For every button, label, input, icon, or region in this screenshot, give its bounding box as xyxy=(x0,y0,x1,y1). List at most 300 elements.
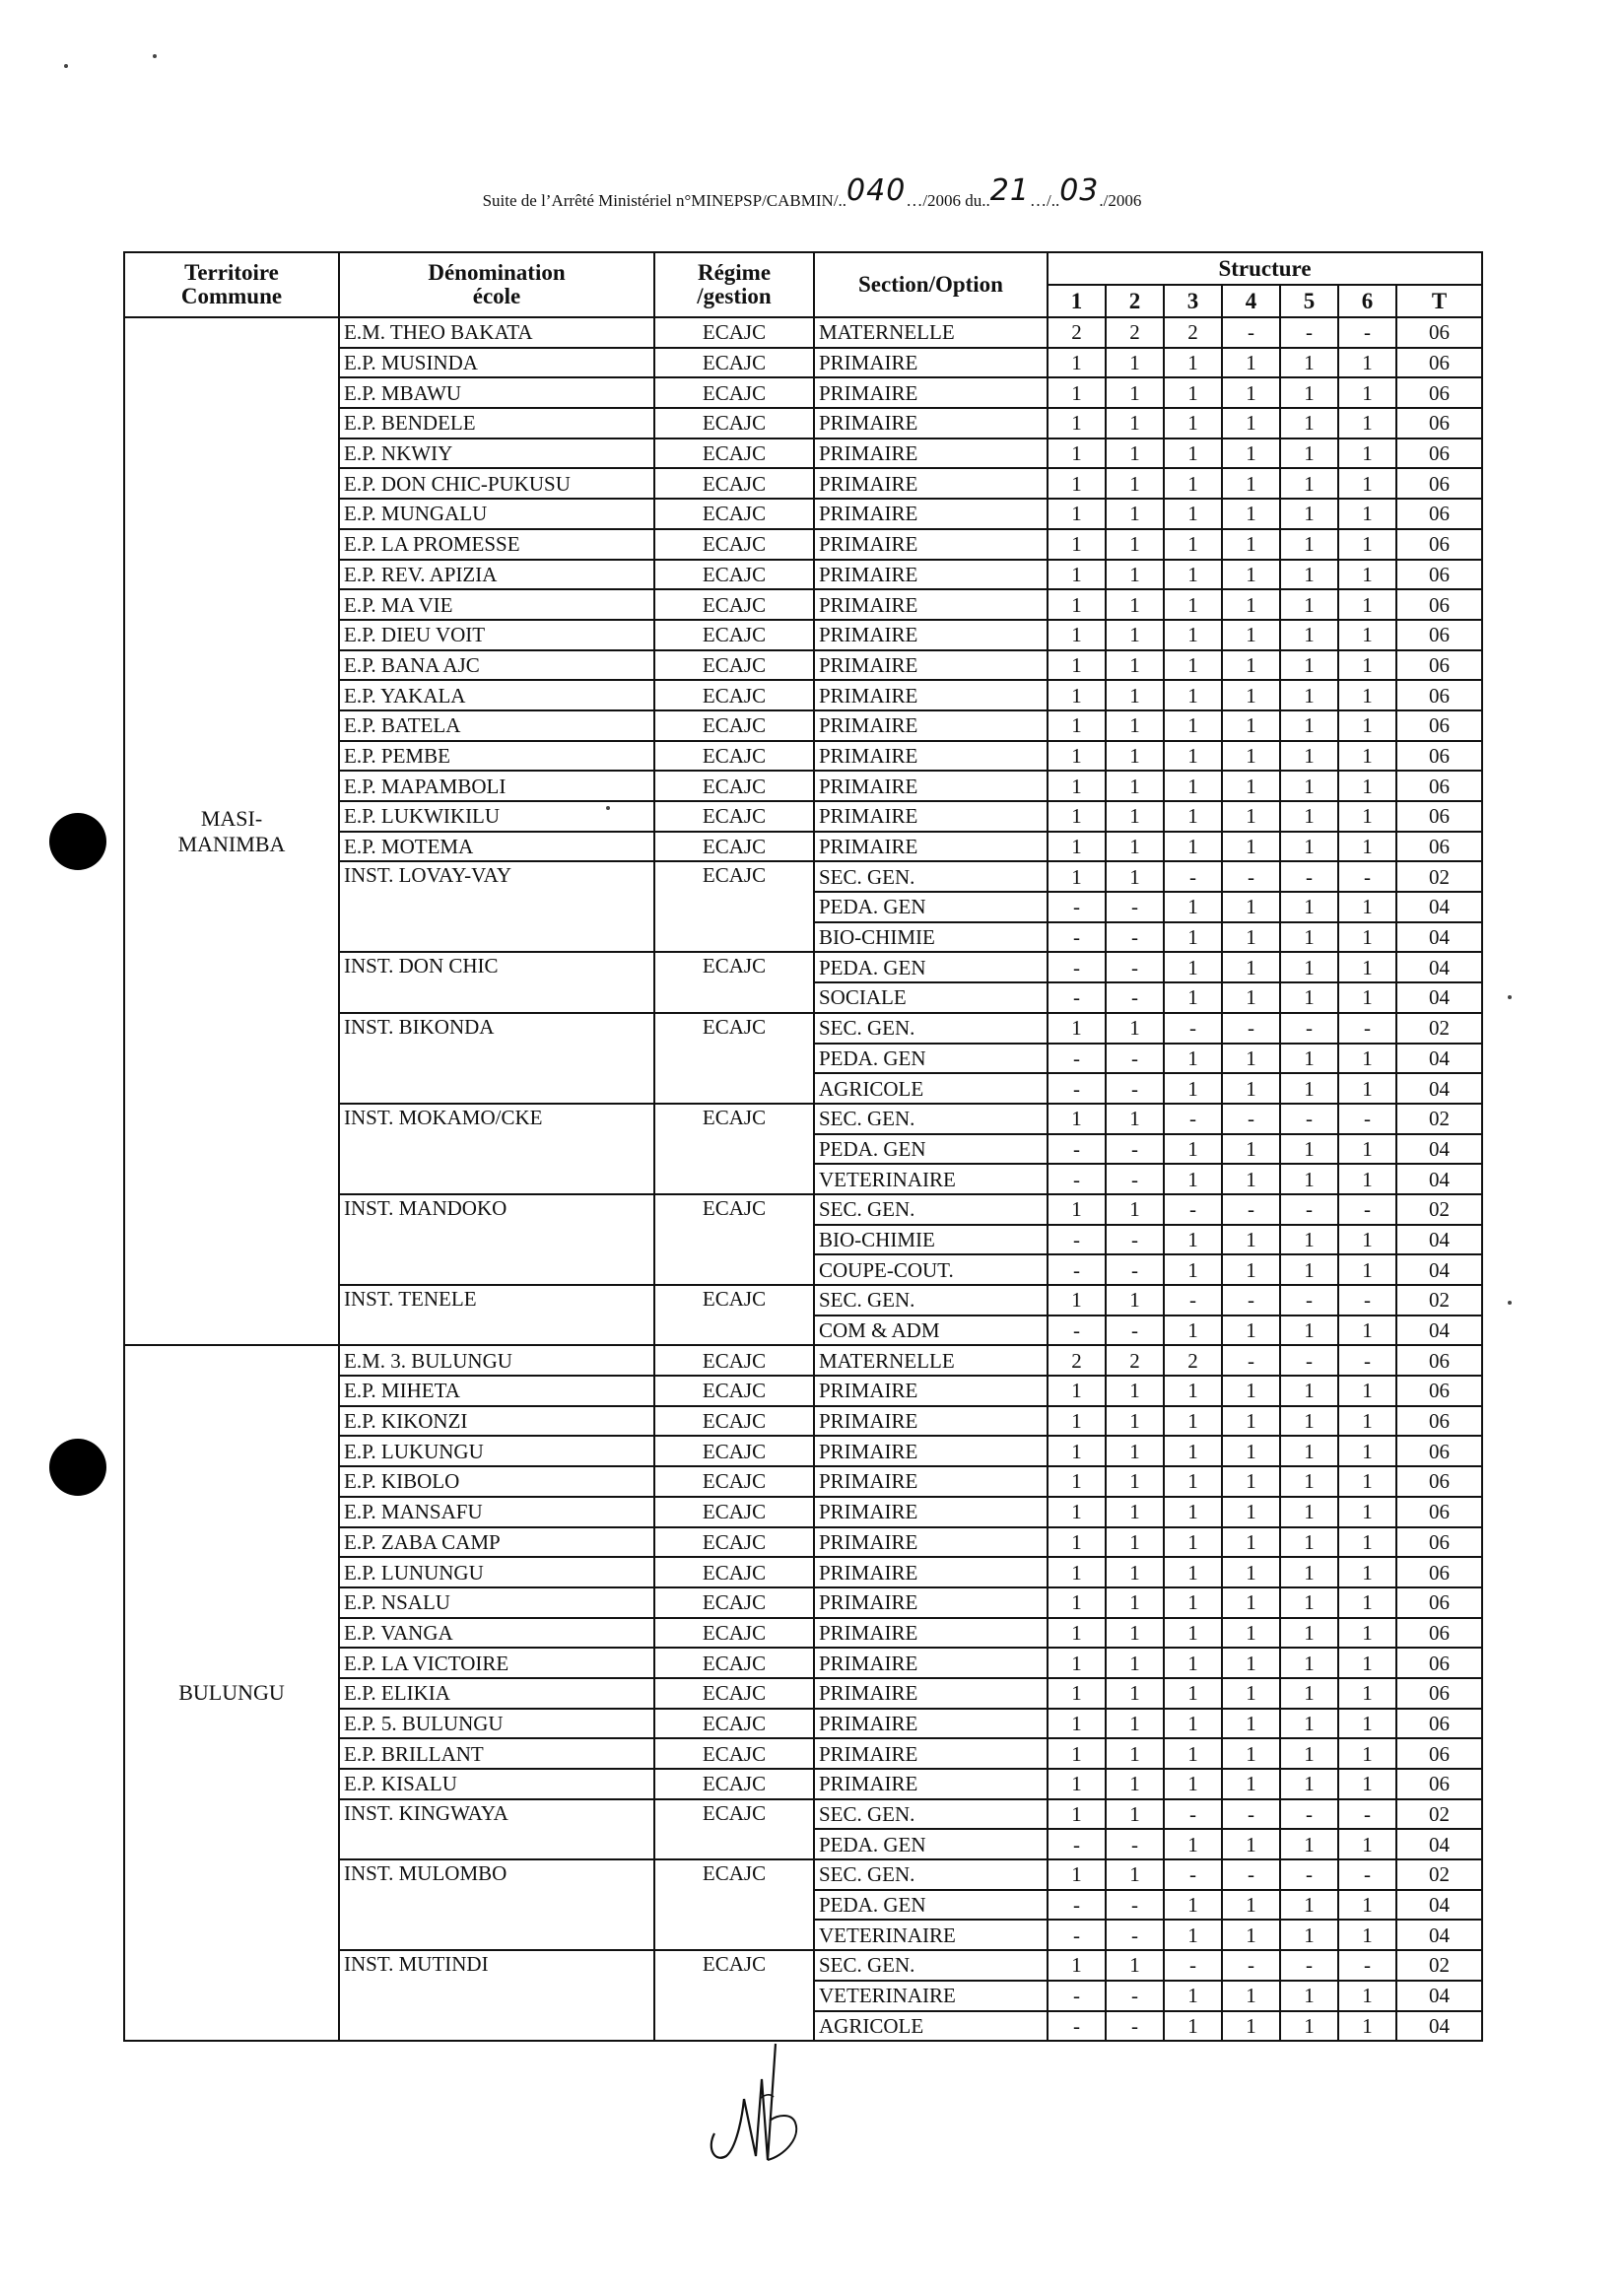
structure-value-2: 1 xyxy=(1106,1618,1164,1649)
structure-value-5: 1 xyxy=(1280,1044,1338,1074)
structure-value-5: 1 xyxy=(1280,468,1338,499)
structure-total: 06 xyxy=(1396,1527,1482,1558)
col-header-structure-t: T xyxy=(1396,285,1482,317)
structure-value-5: 1 xyxy=(1280,1829,1338,1859)
school-regime: ECAJC xyxy=(654,680,814,710)
structure-value-1: 1 xyxy=(1048,861,1106,892)
school-name: E.P. DIEU VOIT xyxy=(339,620,654,650)
section-option: PRIMAIRE xyxy=(814,499,1048,529)
structure-value-5: 1 xyxy=(1280,408,1338,439)
school-regime: ECAJC xyxy=(654,377,814,408)
school-name: E.P. PEMBE xyxy=(339,741,654,772)
school-name: E.P. REV. APIZIA xyxy=(339,560,654,590)
structure-total: 02 xyxy=(1396,861,1482,892)
school-regime: ECAJC xyxy=(654,1618,814,1649)
school-regime: ECAJC xyxy=(654,1709,814,1739)
structure-total: 06 xyxy=(1396,560,1482,590)
structure-value-3: 1 xyxy=(1164,2011,1222,2042)
structure-value-2: 1 xyxy=(1106,1466,1164,1497)
structure-value-1: - xyxy=(1048,1134,1106,1165)
structure-value-5: - xyxy=(1280,1104,1338,1134)
structure-value-3: 1 xyxy=(1164,1738,1222,1769)
school-regime: ECAJC xyxy=(654,1285,814,1316)
structure-value-3: 1 xyxy=(1164,650,1222,681)
structure-value-2: 1 xyxy=(1106,1497,1164,1527)
structure-value-4: 1 xyxy=(1222,1920,1280,1950)
structure-value-2: - xyxy=(1106,1225,1164,1255)
structure-value-6: 1 xyxy=(1338,377,1396,408)
section-option: PEDA. GEN xyxy=(814,1829,1048,1859)
school-regime: ECAJC xyxy=(654,560,814,590)
structure-value-1: 1 xyxy=(1048,1769,1106,1799)
section-option: SEC. GEN. xyxy=(814,1859,1048,1890)
structure-value-1: 1 xyxy=(1048,1557,1106,1587)
structure-value-4: 1 xyxy=(1222,892,1280,922)
structure-value-5: 1 xyxy=(1280,1618,1338,1649)
school-regime xyxy=(654,1254,814,1285)
structure-value-1: 1 xyxy=(1048,348,1106,378)
section-option: PRIMAIRE xyxy=(814,1648,1048,1678)
structure-value-4: 1 xyxy=(1222,377,1280,408)
structure-value-3: 1 xyxy=(1164,1829,1222,1859)
structure-value-2: - xyxy=(1106,1254,1164,1285)
structure-value-2: 1 xyxy=(1106,1587,1164,1618)
col-header-territoire xyxy=(124,252,339,317)
section-option: PEDA. GEN xyxy=(814,952,1048,982)
structure-value-5: 1 xyxy=(1280,529,1338,560)
structure-value-4: 1 xyxy=(1222,1044,1280,1074)
structure-value-2: 1 xyxy=(1106,1527,1164,1558)
structure-value-6: 1 xyxy=(1338,1829,1396,1859)
section-option: PEDA. GEN xyxy=(814,1134,1048,1165)
structure-value-1: 2 xyxy=(1048,1345,1106,1376)
structure-value-1: - xyxy=(1048,1225,1106,1255)
school-regime: ECAJC xyxy=(654,710,814,741)
structure-value-5: 1 xyxy=(1280,589,1338,620)
structure-total: 06 xyxy=(1396,1436,1482,1466)
structure-value-1: - xyxy=(1048,922,1106,953)
structure-value-4: 1 xyxy=(1222,922,1280,953)
structure-total: 06 xyxy=(1396,1678,1482,1709)
structure-value-2: 1 xyxy=(1106,1950,1164,1981)
structure-value-6: 1 xyxy=(1338,1527,1396,1558)
structure-value-4: 1 xyxy=(1222,771,1280,801)
school-regime: ECAJC xyxy=(654,1648,814,1678)
school-regime xyxy=(654,1829,814,1859)
structure-value-5: 1 xyxy=(1280,1981,1338,2011)
school-name xyxy=(339,1829,654,1859)
structure-value-2: 1 xyxy=(1106,1709,1164,1739)
structure-value-5: 1 xyxy=(1280,801,1338,832)
structure-value-1: 1 xyxy=(1048,1104,1106,1134)
structure-value-5: 1 xyxy=(1280,1678,1338,1709)
structure-total: 06 xyxy=(1396,1709,1482,1739)
structure-value-5: 1 xyxy=(1280,1406,1338,1437)
structure-value-4: 1 xyxy=(1222,1618,1280,1649)
table-body xyxy=(124,317,1482,2041)
structure-value-5: 1 xyxy=(1280,832,1338,862)
structure-value-5: 1 xyxy=(1280,348,1338,378)
structure-value-1: 1 xyxy=(1048,1648,1106,1678)
header-sep: …/.. xyxy=(1029,191,1060,210)
structure-value-6: 1 xyxy=(1338,952,1396,982)
structure-value-3: - xyxy=(1164,1194,1222,1225)
section-option: VETERINAIRE xyxy=(814,1920,1048,1950)
structure-value-4: 1 xyxy=(1222,1587,1280,1618)
school-regime: ECAJC xyxy=(654,650,814,681)
structure-total: 06 xyxy=(1396,408,1482,439)
structure-value-6: - xyxy=(1338,1345,1396,1376)
structure-value-2: 1 xyxy=(1106,348,1164,378)
school-name: E.P. BENDELE xyxy=(339,408,654,439)
structure-value-3: 1 xyxy=(1164,589,1222,620)
structure-value-3: 1 xyxy=(1164,801,1222,832)
col-header-structure: Structure xyxy=(1048,252,1482,285)
structure-value-4: 1 xyxy=(1222,1557,1280,1587)
structure-value-5: 1 xyxy=(1280,710,1338,741)
structure-value-5: 1 xyxy=(1280,1587,1338,1618)
school-name xyxy=(339,892,654,922)
section-option: PRIMAIRE xyxy=(814,1527,1048,1558)
section-option: PRIMAIRE xyxy=(814,439,1048,469)
structure-value-5: 1 xyxy=(1280,560,1338,590)
school-name xyxy=(339,1316,654,1346)
section-option: COUPE-COUT. xyxy=(814,1254,1048,1285)
structure-value-2: 1 xyxy=(1106,741,1164,772)
structure-value-1: 2 xyxy=(1048,317,1106,348)
school-name: E.P. ELIKIA xyxy=(339,1678,654,1709)
territoire-name: MASI- xyxy=(200,805,263,831)
structure-value-4: 1 xyxy=(1222,1497,1280,1527)
structure-value-5: 1 xyxy=(1280,1497,1338,1527)
structure-value-5: 1 xyxy=(1280,439,1338,469)
structure-value-2: 1 xyxy=(1106,620,1164,650)
school-name xyxy=(339,982,654,1013)
structure-value-1: 1 xyxy=(1048,771,1106,801)
structure-value-5: 1 xyxy=(1280,892,1338,922)
school-name: E.M. 3. BULUNGU xyxy=(339,1345,654,1376)
table-row xyxy=(124,317,1482,348)
scan-speck xyxy=(1508,995,1512,999)
structure-value-4: 1 xyxy=(1222,1527,1280,1558)
structure-value-3: 2 xyxy=(1164,317,1222,348)
structure-value-6: 1 xyxy=(1338,499,1396,529)
structure-value-2: 1 xyxy=(1106,408,1164,439)
structure-value-6: 1 xyxy=(1338,1981,1396,2011)
school-name: E.P. ZABA CAMP xyxy=(339,1527,654,1558)
section-option: AGRICOLE xyxy=(814,1073,1048,1104)
col-header-structure-1: 1 xyxy=(1048,285,1106,317)
structure-value-3: 1 xyxy=(1164,952,1222,982)
structure-value-5: 1 xyxy=(1280,982,1338,1013)
structure-value-1: 1 xyxy=(1048,1618,1106,1649)
school-regime xyxy=(654,2011,814,2042)
structure-value-4: 1 xyxy=(1222,499,1280,529)
section-option: PRIMAIRE xyxy=(814,468,1048,499)
structure-value-4: 1 xyxy=(1222,952,1280,982)
structure-value-1: 1 xyxy=(1048,1799,1106,1830)
structure-value-6: 1 xyxy=(1338,1738,1396,1769)
structure-value-2: 1 xyxy=(1106,1104,1164,1134)
structure-value-6: 1 xyxy=(1338,1466,1396,1497)
col-header-denomination xyxy=(339,252,654,317)
structure-value-2: - xyxy=(1106,1981,1164,2011)
structure-value-4: 1 xyxy=(1222,1406,1280,1437)
structure-value-2: 2 xyxy=(1106,1345,1164,1376)
structure-value-3: - xyxy=(1164,1950,1222,1981)
structure-value-4: 1 xyxy=(1222,1709,1280,1739)
structure-value-2: 1 xyxy=(1106,468,1164,499)
structure-value-4: 1 xyxy=(1222,710,1280,741)
structure-value-2: 1 xyxy=(1106,1285,1164,1316)
structure-total: 04 xyxy=(1396,1044,1482,1074)
structure-value-2: - xyxy=(1106,1134,1164,1165)
structure-value-1: 1 xyxy=(1048,499,1106,529)
structure-total: 06 xyxy=(1396,468,1482,499)
col-header-line: Régime xyxy=(697,260,772,285)
structure-value-6: 1 xyxy=(1338,589,1396,620)
structure-value-1: 1 xyxy=(1048,801,1106,832)
structure-value-2: 1 xyxy=(1106,560,1164,590)
structure-value-1: 1 xyxy=(1048,529,1106,560)
structure-value-4: 1 xyxy=(1222,1890,1280,1921)
structure-total: 06 xyxy=(1396,1345,1482,1376)
structure-value-6: - xyxy=(1338,1194,1396,1225)
section-option: PRIMAIRE xyxy=(814,377,1048,408)
school-regime: ECAJC xyxy=(654,741,814,772)
structure-value-5: 1 xyxy=(1280,1436,1338,1466)
school-regime xyxy=(654,1134,814,1165)
section-option: SEC. GEN. xyxy=(814,1799,1048,1830)
structure-value-5: 1 xyxy=(1280,680,1338,710)
structure-value-3: 1 xyxy=(1164,680,1222,710)
structure-value-2: 1 xyxy=(1106,801,1164,832)
structure-total: 06 xyxy=(1396,1557,1482,1587)
school-name: INST. MULOMBO xyxy=(339,1859,654,1890)
decree-number: 040 xyxy=(846,173,907,208)
structure-total: 04 xyxy=(1396,1164,1482,1194)
school-name: E.P. KIKONZI xyxy=(339,1406,654,1437)
structure-value-5: - xyxy=(1280,1799,1338,1830)
structure-value-3: 1 xyxy=(1164,1466,1222,1497)
structure-value-2: - xyxy=(1106,1920,1164,1950)
structure-total: 06 xyxy=(1396,1769,1482,1799)
structure-value-6: 1 xyxy=(1338,529,1396,560)
structure-total: 04 xyxy=(1396,1073,1482,1104)
section-option: PRIMAIRE xyxy=(814,650,1048,681)
structure-value-1: 1 xyxy=(1048,1709,1106,1739)
territoire-name: BULUNGU xyxy=(178,1680,285,1706)
section-option: COM & ADM xyxy=(814,1316,1048,1346)
school-regime: ECAJC xyxy=(654,801,814,832)
structure-total: 06 xyxy=(1396,348,1482,378)
structure-value-2: 1 xyxy=(1106,499,1164,529)
structure-value-2: 1 xyxy=(1106,710,1164,741)
structure-value-5: 1 xyxy=(1280,1466,1338,1497)
section-option: PRIMAIRE xyxy=(814,1406,1048,1437)
school-name xyxy=(339,1225,654,1255)
structure-value-2: 1 xyxy=(1106,589,1164,620)
structure-total: 06 xyxy=(1396,741,1482,772)
col-header-line: Dénomination xyxy=(428,260,566,285)
structure-total: 06 xyxy=(1396,771,1482,801)
structure-value-4: 1 xyxy=(1222,1648,1280,1678)
structure-value-3: 1 xyxy=(1164,1044,1222,1074)
school-name: INST. KINGWAYA xyxy=(339,1799,654,1830)
structure-value-3: 1 xyxy=(1164,439,1222,469)
school-regime xyxy=(654,1044,814,1074)
school-name: E.P. BRILLANT xyxy=(339,1738,654,1769)
section-option: PRIMAIRE xyxy=(814,771,1048,801)
section-option: VETERINAIRE xyxy=(814,1164,1048,1194)
school-regime: ECAJC xyxy=(654,1376,814,1406)
school-regime: ECAJC xyxy=(654,1769,814,1799)
school-regime: ECAJC xyxy=(654,317,814,348)
section-option: SEC. GEN. xyxy=(814,1285,1048,1316)
structure-total: 06 xyxy=(1396,589,1482,620)
structure-value-3: 1 xyxy=(1164,1981,1222,2011)
school-name: INST. BIKONDA xyxy=(339,1013,654,1044)
structure-value-1: 1 xyxy=(1048,1497,1106,1527)
structure-value-3: 1 xyxy=(1164,741,1222,772)
structure-value-4: 1 xyxy=(1222,620,1280,650)
school-name xyxy=(339,1073,654,1104)
structure-total: 04 xyxy=(1396,952,1482,982)
structure-total: 06 xyxy=(1396,1738,1482,1769)
section-option: PRIMAIRE xyxy=(814,741,1048,772)
school-name: INST. DON CHIC xyxy=(339,952,654,982)
school-regime xyxy=(654,1920,814,1950)
structure-value-6: 1 xyxy=(1338,1254,1396,1285)
school-regime: ECAJC xyxy=(654,1013,814,1044)
col-header-section: Section/Option xyxy=(814,252,1048,317)
school-name: E.P. KIBOLO xyxy=(339,1466,654,1497)
school-name: INST. MANDOKO xyxy=(339,1194,654,1225)
structure-value-1: 1 xyxy=(1048,377,1106,408)
table-row xyxy=(124,1345,1482,1376)
structure-value-5: - xyxy=(1280,861,1338,892)
structure-value-4: 1 xyxy=(1222,1316,1280,1346)
school-name xyxy=(339,1134,654,1165)
structure-value-2: 1 xyxy=(1106,1799,1164,1830)
decree-month: 03 xyxy=(1059,173,1100,208)
structure-value-5: - xyxy=(1280,1859,1338,1890)
structure-value-6: 1 xyxy=(1338,1618,1396,1649)
structure-value-5: 1 xyxy=(1280,620,1338,650)
section-option: SOCIALE xyxy=(814,982,1048,1013)
structure-value-5: - xyxy=(1280,1345,1338,1376)
structure-value-3: 1 xyxy=(1164,499,1222,529)
section-option: SEC. GEN. xyxy=(814,1104,1048,1134)
structure-value-3: 1 xyxy=(1164,1587,1222,1618)
structure-value-4: 1 xyxy=(1222,1829,1280,1859)
school-regime: ECAJC xyxy=(654,589,814,620)
structure-value-1: - xyxy=(1048,892,1106,922)
structure-value-3: 1 xyxy=(1164,1920,1222,1950)
structure-value-1: 1 xyxy=(1048,589,1106,620)
structure-value-1: 1 xyxy=(1048,1859,1106,1890)
structure-total: 02 xyxy=(1396,1013,1482,1044)
school-regime: ECAJC xyxy=(654,408,814,439)
structure-value-1: 1 xyxy=(1048,741,1106,772)
structure-value-3: - xyxy=(1164,1013,1222,1044)
structure-total: 04 xyxy=(1396,982,1482,1013)
school-name: E.P. MBAWU xyxy=(339,377,654,408)
section-option: BIO-CHIMIE xyxy=(814,1225,1048,1255)
structure-value-3: 1 xyxy=(1164,620,1222,650)
structure-total: 06 xyxy=(1396,1587,1482,1618)
structure-value-4: 1 xyxy=(1222,1769,1280,1799)
structure-value-6: 1 xyxy=(1338,1044,1396,1074)
school-regime: ECAJC xyxy=(654,439,814,469)
section-option: PRIMAIRE xyxy=(814,1769,1048,1799)
structure-value-1: 1 xyxy=(1048,680,1106,710)
structure-value-1: - xyxy=(1048,1981,1106,2011)
structure-value-6: 1 xyxy=(1338,1587,1396,1618)
structure-value-3: 1 xyxy=(1164,1648,1222,1678)
school-regime: ECAJC xyxy=(654,1406,814,1437)
structure-value-2: - xyxy=(1106,1829,1164,1859)
school-regime xyxy=(654,1073,814,1104)
structure-value-4: 1 xyxy=(1222,1376,1280,1406)
structure-value-1: 1 xyxy=(1048,1194,1106,1225)
structure-value-4: - xyxy=(1222,1799,1280,1830)
structure-total: 06 xyxy=(1396,529,1482,560)
structure-value-3: 1 xyxy=(1164,771,1222,801)
section-option: PEDA. GEN xyxy=(814,892,1048,922)
school-name: E.P. LUKUNGU xyxy=(339,1436,654,1466)
structure-value-6: 1 xyxy=(1338,982,1396,1013)
school-name: E.P. MOTEMA xyxy=(339,832,654,862)
school-name: E.P. MAPAMBOLI xyxy=(339,771,654,801)
col-header-line: Territoire xyxy=(184,260,279,285)
structure-value-1: 1 xyxy=(1048,1738,1106,1769)
structure-value-3: 1 xyxy=(1164,1527,1222,1558)
structure-total: 06 xyxy=(1396,1497,1482,1527)
school-name: E.P. 5. BULUNGU xyxy=(339,1709,654,1739)
structure-value-1: - xyxy=(1048,1829,1106,1859)
structure-value-4: 1 xyxy=(1222,832,1280,862)
structure-value-1: 1 xyxy=(1048,1678,1106,1709)
structure-value-1: 1 xyxy=(1048,832,1106,862)
structure-value-3: 1 xyxy=(1164,710,1222,741)
structure-value-2: - xyxy=(1106,952,1164,982)
section-option: SEC. GEN. xyxy=(814,1950,1048,1981)
structure-value-2: - xyxy=(1106,1164,1164,1194)
structure-value-5: 1 xyxy=(1280,1316,1338,1346)
structure-value-5: 1 xyxy=(1280,1648,1338,1678)
structure-value-4: 1 xyxy=(1222,680,1280,710)
schools-table xyxy=(123,251,1483,2042)
territoire-name: MANIMBA xyxy=(177,831,286,856)
school-regime xyxy=(654,1981,814,2011)
structure-value-4: 1 xyxy=(1222,408,1280,439)
structure-value-6: 1 xyxy=(1338,1557,1396,1587)
structure-value-2: 1 xyxy=(1106,832,1164,862)
school-regime xyxy=(654,1225,814,1255)
school-name: E.P. KISALU xyxy=(339,1769,654,1799)
structure-value-2: 1 xyxy=(1106,1738,1164,1769)
school-name: E.P. YAKALA xyxy=(339,680,654,710)
school-regime xyxy=(654,1316,814,1346)
school-name: INST. MOKAMO/CKE xyxy=(339,1104,654,1134)
structure-value-4: - xyxy=(1222,1285,1280,1316)
section-option: PRIMAIRE xyxy=(814,832,1048,862)
structure-total: 06 xyxy=(1396,680,1482,710)
structure-value-3: 1 xyxy=(1164,1225,1222,1255)
structure-value-1: 1 xyxy=(1048,650,1106,681)
section-option: PRIMAIRE xyxy=(814,710,1048,741)
